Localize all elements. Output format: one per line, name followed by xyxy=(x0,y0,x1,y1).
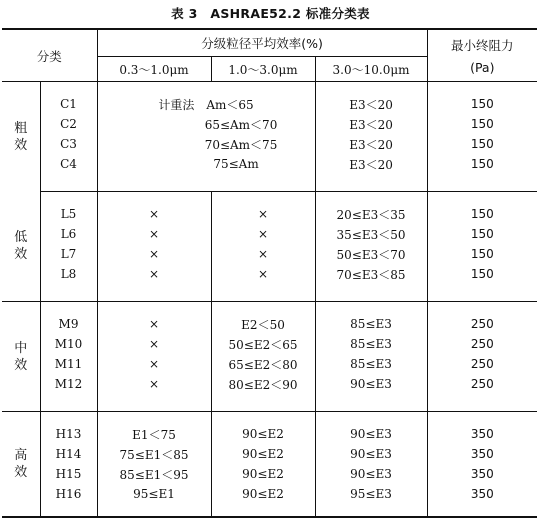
group-label: 低效 xyxy=(14,230,28,263)
header-efficiency xyxy=(97,29,427,57)
efficiency-range3-cell: E3＜20 xyxy=(315,114,427,134)
header-range-3 xyxy=(315,57,427,82)
table-row xyxy=(2,374,537,394)
class-code-cell: M12 xyxy=(40,374,97,394)
final-resistance-cell: 250 xyxy=(470,357,494,371)
header-text: 3.0～10.0μm xyxy=(332,62,410,77)
table-row xyxy=(2,94,537,114)
efficiency-range3-cell: 85≤E3 xyxy=(315,334,427,354)
table-row xyxy=(2,224,537,244)
classification-table xyxy=(2,28,537,518)
final-resistance-cell: 150 xyxy=(470,227,494,241)
table-row xyxy=(2,264,537,284)
efficiency-range1-cell: 75≤E1＜85 xyxy=(97,444,211,464)
efficiency-range3-cell: E3＜20 xyxy=(315,154,427,174)
final-resistance-cell: 150 xyxy=(470,207,494,221)
class-code-cell: H13 xyxy=(40,424,97,444)
header-text: 分级粒径平均效率(%) xyxy=(201,36,323,51)
group-label: 中效 xyxy=(14,340,28,373)
efficiency-range2-cell: 90≤E2 xyxy=(211,464,315,484)
efficiency-range1-cell: × xyxy=(97,264,211,284)
efficiency-range3-cell: E3＜20 xyxy=(315,134,427,154)
final-resistance-cell: 250 xyxy=(470,337,494,351)
header-text: 1.0～3.0μm xyxy=(228,62,298,77)
efficiency-range1-cell: 95≤E1 xyxy=(97,484,211,504)
efficiency-range3-cell: 90≤E3 xyxy=(315,444,427,464)
efficiency-range2-cell: 80≤E2＜90 xyxy=(211,374,315,394)
header-text: (Pa) xyxy=(470,60,495,75)
header-text: 分类 xyxy=(36,48,62,64)
efficiency-range1-cell: × xyxy=(97,374,211,394)
class-code-cell: C2 xyxy=(40,114,97,134)
table-row xyxy=(2,114,537,134)
efficiency-range1-cell: × xyxy=(97,334,211,354)
final-resistance-cell: 150 xyxy=(470,157,494,171)
final-resistance-cell: 150 xyxy=(470,117,494,131)
header-text: 最小终阻力 xyxy=(451,38,514,53)
class-code-cell: M11 xyxy=(40,354,97,374)
table-row xyxy=(2,354,537,374)
efficiency-range1-cell: 计重法 Am＜65 xyxy=(97,94,315,114)
efficiency-range2-cell: 90≤E2 xyxy=(211,424,315,444)
header-resistance xyxy=(427,29,537,82)
table-row xyxy=(2,154,537,174)
efficiency-range3-cell: 20≤E3＜35 xyxy=(315,204,427,224)
final-resistance-cell: 250 xyxy=(470,317,494,331)
final-resistance-cell: 250 xyxy=(470,377,494,391)
final-resistance-cell: 350 xyxy=(470,447,494,461)
table-row xyxy=(2,134,537,154)
header-range-1 xyxy=(97,57,211,82)
efficiency-range1-cell: 85≤E1＜95 xyxy=(97,464,211,484)
class-code-cell: C1 xyxy=(40,94,97,114)
class-code-cell: M9 xyxy=(40,314,97,334)
efficiency-range1-cell: × xyxy=(97,204,211,224)
efficiency-range2-cell: 90≤E2 xyxy=(211,484,315,504)
efficiency-range1-cell: × xyxy=(97,244,211,264)
efficiency-range1-cell: × xyxy=(97,224,211,244)
class-code-cell: L8 xyxy=(40,264,97,284)
efficiency-range3-cell: 35≤E3＜50 xyxy=(315,224,427,244)
final-resistance-cell: 350 xyxy=(470,467,494,481)
final-resistance-cell: 350 xyxy=(470,487,494,501)
table-row xyxy=(2,464,537,484)
efficiency-range3-cell: 90≤E3 xyxy=(315,424,427,444)
final-resistance-cell: 150 xyxy=(470,97,494,111)
efficiency-range3-cell: 95≤E3 xyxy=(315,484,427,504)
table-header xyxy=(2,29,537,82)
efficiency-range2-cell: 50≤E2＜65 xyxy=(211,334,315,354)
efficiency-range1-cell: 75≤Am xyxy=(97,154,315,174)
class-code-cell: C4 xyxy=(40,154,97,174)
table-caption: 表 3 ASHRAE52.2 标准分类表 xyxy=(171,6,370,21)
final-resistance-cell: 150 xyxy=(470,247,494,261)
efficiency-range1-cell: 70≤Am＜75 xyxy=(97,134,315,154)
group-medium xyxy=(2,302,537,412)
class-code-cell: H16 xyxy=(40,484,97,504)
table-row xyxy=(2,314,537,334)
group-label: 高效 xyxy=(14,448,28,480)
efficiency-range2-cell: × xyxy=(211,264,315,284)
final-resistance-cell: 150 xyxy=(470,137,494,151)
class-code-cell: L7 xyxy=(40,244,97,264)
group-label: 粗效 xyxy=(14,120,28,153)
efficiency-range2-cell: × xyxy=(211,224,315,244)
class-code-cell: C3 xyxy=(40,134,97,154)
efficiency-range2-cell: 65≤E2＜80 xyxy=(211,354,315,374)
efficiency-range3-cell: 50≤E3＜70 xyxy=(315,244,427,264)
efficiency-range1-cell: × xyxy=(97,314,211,334)
final-resistance-cell: 150 xyxy=(470,267,494,281)
efficiency-range2-cell: × xyxy=(211,244,315,264)
class-code-cell: L6 xyxy=(40,224,97,244)
table-row xyxy=(2,444,537,464)
group-high xyxy=(2,412,537,518)
table-row xyxy=(2,244,537,264)
efficiency-range2-cell: × xyxy=(211,204,315,224)
efficiency-range3-cell: 90≤E3 xyxy=(315,464,427,484)
efficiency-range2-cell: E2＜50 xyxy=(211,314,315,334)
class-code-cell: M10 xyxy=(40,334,97,354)
class-code-cell: L5 xyxy=(40,204,97,224)
header-text: 0.3～1.0μm xyxy=(119,62,189,77)
efficiency-range2-cell: 90≤E2 xyxy=(211,444,315,464)
header-category xyxy=(2,29,97,82)
table-row xyxy=(2,204,537,224)
header-range-2 xyxy=(211,57,315,82)
table-row xyxy=(2,334,537,354)
efficiency-range3-cell: E3＜20 xyxy=(315,94,427,114)
efficiency-range3-cell: 70≤E3＜85 xyxy=(315,264,427,284)
group-low xyxy=(2,192,537,302)
table-row xyxy=(2,484,537,504)
class-code-cell: H15 xyxy=(40,464,97,484)
class-code-cell: H14 xyxy=(40,444,97,464)
efficiency-range3-cell: 85≤E3 xyxy=(315,314,427,334)
efficiency-range3-cell: 90≤E3 xyxy=(315,374,427,394)
efficiency-range3-cell: 85≤E3 xyxy=(315,354,427,374)
group-coarse xyxy=(2,82,537,192)
table-row xyxy=(2,424,537,444)
efficiency-range1-cell: × xyxy=(97,354,211,374)
efficiency-range1-cell: 65≤Am＜70 xyxy=(97,114,315,134)
final-resistance-cell: 350 xyxy=(470,427,494,441)
efficiency-range1-cell: E1＜75 xyxy=(97,424,211,444)
